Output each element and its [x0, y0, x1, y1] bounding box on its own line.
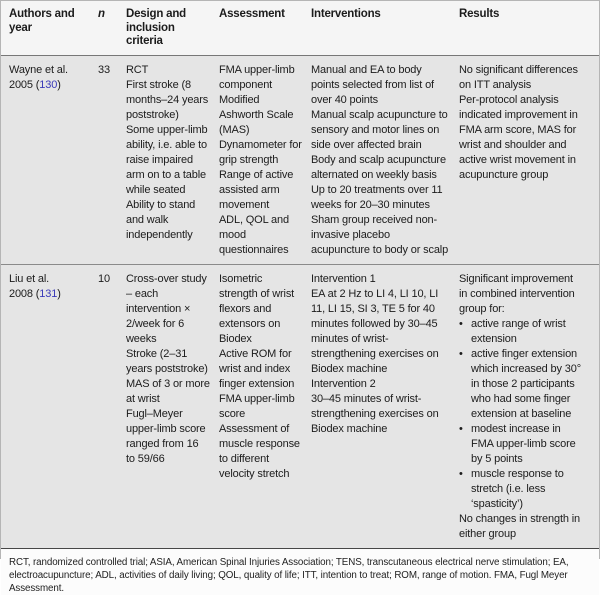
assessment-item: FMA upper-limb component	[219, 63, 295, 91]
publication-year: 2008	[9, 287, 36, 300]
intervention-item: Manual and EA to body points selected from list of over 40 points	[311, 63, 434, 106]
assessment-item: Dynamometer for grip strength	[219, 138, 302, 166]
result-bullet-item	[459, 317, 584, 347]
author-name: Liu et al.	[9, 272, 50, 285]
assessment-item: Range of active assisted arm movement	[219, 168, 294, 211]
intervention-item: Intervention 1	[311, 272, 376, 285]
intervention-item: Sham group received non-invasive placebo acupuncture to body or scalp	[311, 213, 449, 256]
design-item: Ability to stand and walk independently	[126, 198, 196, 241]
table-footnote: RCT, randomized controlled trial; ASIA, American Spinal Injuries Association; TENS, transcutaneous electrical nerve stimulation; EA, electroacupuncture; ADL, activities of daily living; QOL, quality of life; ITT, intention to treat; ROM, range of motion. FMA, Fugl Meyer Assessment.	[1, 549, 599, 595]
design-item: Some upper-limb ability, i.e. able to raise impaired arm on to a table while seated	[126, 123, 208, 196]
assessment-cell	[219, 272, 311, 542]
results-cell	[459, 63, 593, 258]
intervention-item: 30–45 minutes of wrist-strengthening exercises on Biodex machine	[311, 392, 439, 435]
sample-size-cell: 10	[98, 272, 110, 285]
result-text: active range of wrist extension	[471, 317, 566, 345]
assessment-cell	[219, 63, 311, 258]
intervention-item: EA at 2 Hz to LI 4, LI 10, LI 11, LI 15, SI 3, TE 5 for 40 minutes followed by 30–45 minutes of wrist-strengthening exercises on Biodex machine	[311, 287, 439, 375]
author-name: Wayne et al.	[9, 63, 68, 76]
result-bullet-item	[459, 467, 584, 512]
result-text: modest increase in FMA upper-limb score by 5 points	[471, 422, 576, 465]
assessment-item: FMA upper-limb score	[219, 392, 295, 420]
interventions-cell	[311, 272, 459, 542]
col-header-assessment: Assessment	[219, 8, 285, 20]
result-item: No significant differences on ITT analysis	[459, 63, 578, 91]
design-item: RCT	[126, 63, 149, 76]
col-header-authors-year: Authors and year	[9, 8, 75, 34]
design-item: Fugl–Meyer upper-limb score ranged from 16 to 59/66	[126, 407, 206, 465]
col-header-results: Results	[459, 8, 500, 20]
citation-link[interactable]: 130	[39, 78, 58, 91]
assessment-item: Isometric strength of wrist flexors and extensors on Biodex	[219, 272, 295, 345]
table-row	[1, 265, 599, 549]
result-item: Per-protocol analysis indicated improvement in FMA arm score, MAS for wrist and shoulder and active wrist movement in acupuncture group	[459, 93, 578, 181]
authors-cell: Wayne et al. 2005 (130)	[9, 63, 68, 91]
design-criteria-cell	[126, 63, 219, 258]
assessment-item: Assessment of muscle response to different velocity stretch	[219, 422, 300, 480]
result-text: muscle response to stretch (i.e. less ‘spasticity’)	[471, 467, 564, 510]
design-criteria-cell	[126, 272, 219, 542]
citation-link[interactable]: 131	[39, 287, 58, 300]
design-item: Stroke (2–31 years poststroke)	[126, 347, 208, 375]
results-cell	[459, 272, 593, 542]
intervention-item: Manual scalp acupuncture to sensory and motor lines on side over affected brain	[311, 108, 448, 151]
result-bullet-item	[459, 347, 584, 422]
intervention-item: Up to 20 treatments over 11 weeks for 20–30 minutes	[311, 183, 443, 211]
assessment-item: Modified Ashworth Scale (MAS)	[219, 93, 294, 136]
design-item: MAS of 3 or more at wrist	[126, 377, 210, 405]
col-header-interventions: Interventions	[311, 8, 381, 20]
result-text: active finger extension which increased by 30° in those 2 participants who had some finger extension at baseline	[471, 347, 581, 420]
bullet-icon: •	[459, 467, 463, 480]
assessment-item: Active ROM for wrist and index finger extension	[219, 347, 295, 390]
result-bullet-item	[459, 422, 584, 467]
assessment-item: ADL, QOL and mood questionnaires	[219, 213, 289, 256]
table-header-row	[1, 1, 599, 56]
col-header-n: n	[98, 8, 105, 20]
result-item: No changes in strength in either group	[459, 512, 580, 540]
bullet-icon: •	[459, 422, 463, 435]
intervention-item: Intervention 2	[311, 377, 376, 390]
table-body	[1, 56, 599, 549]
sample-size-cell: 33	[98, 63, 110, 76]
publication-year: 2005	[9, 78, 36, 91]
authors-cell: Liu et al. 2008 (131)	[9, 272, 61, 300]
table-row	[1, 56, 599, 265]
interventions-cell	[311, 63, 459, 258]
bullet-icon: •	[459, 347, 463, 360]
intervention-item: Body and scalp acupuncture alternated on weekly basis	[311, 153, 446, 181]
bullet-icon: •	[459, 317, 463, 330]
design-item: Cross-over study – each intervention × 2/week for 6 weeks	[126, 272, 207, 345]
result-item: Significant improvement in combined intervention group for:	[459, 272, 575, 315]
col-header-design: Design and inclusion criteria	[126, 8, 186, 47]
design-item: First stroke (8 months–24 years poststroke)	[126, 78, 209, 121]
